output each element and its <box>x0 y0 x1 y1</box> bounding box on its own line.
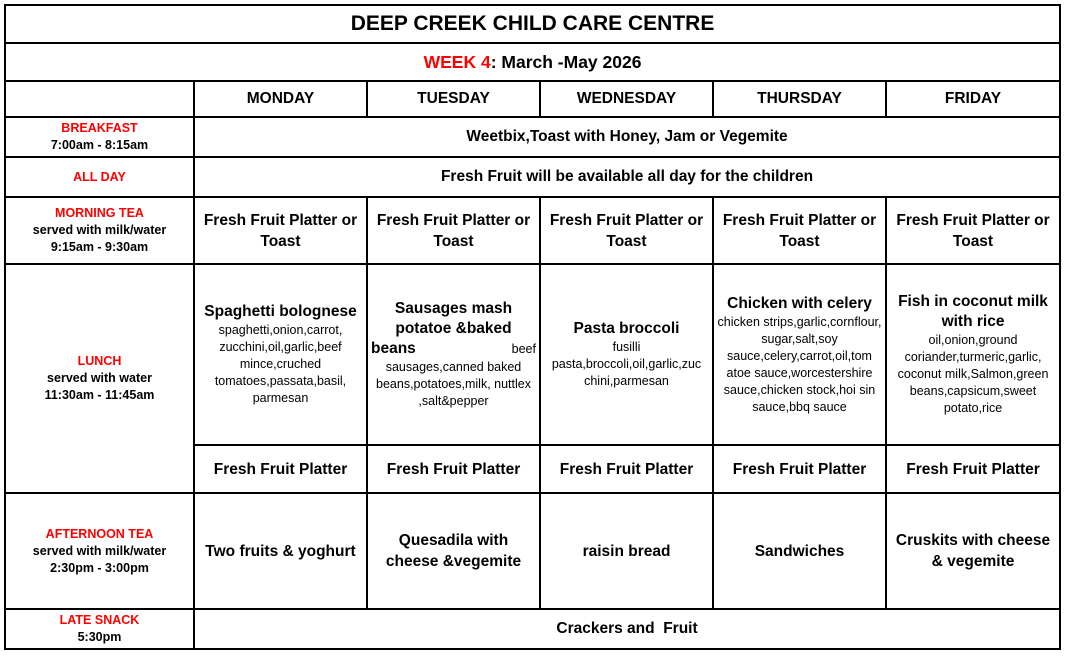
meal-name: BREAKFAST <box>61 121 138 135</box>
week-period: : March -May 2026 <box>490 51 642 72</box>
day-header-wednesday: WEDNESDAY <box>540 81 713 117</box>
lunch-tuesday <box>367 264 540 445</box>
meal-time: 5:30pm <box>77 630 122 644</box>
lunch-fruit-friday: Fresh Fruit Platter <box>886 445 1060 493</box>
lunch-fruit-tuesday: Fresh Fruit Platter <box>367 445 540 493</box>
week-label: WEEK 4 <box>423 51 491 72</box>
dish-name: Chicken with celery <box>727 294 872 312</box>
meal-time: 7:00am - 8:15am <box>50 138 149 152</box>
afternoon-tea-tuesday: Quesadila with cheese &vegemite <box>367 493 540 609</box>
meal-time: 11:30am - 11:45am <box>44 388 155 402</box>
day-header-tuesday: TUESDAY <box>367 81 540 117</box>
menu-table <box>4 4 1061 650</box>
all-day-menu: Fresh Fruit will be available all day for the children <box>194 157 1060 197</box>
afternoon-tea-wednesday: raisin bread <box>540 493 713 609</box>
day-header-monday: MONDAY <box>194 81 367 117</box>
meal-name: LATE SNACK <box>59 613 140 627</box>
lunch-wednesday <box>540 264 713 445</box>
afternoon-tea-thursday: Sandwiches <box>713 493 886 609</box>
meal-name: AFTERNOON TEA <box>45 526 154 541</box>
meal-served: served with water <box>47 371 152 385</box>
late-snack-menu: Crackers and Fruit <box>194 609 1060 649</box>
morning-tea-tuesday: Fresh Fruit Platter or Toast <box>367 197 540 264</box>
dish-name-tail: beef beans <box>371 340 536 357</box>
dish-ingredients: fusilli pasta,broccoli,oil,garlic,zuc chini,parmesan <box>551 340 702 388</box>
lunch-fruit-monday: Fresh Fruit Platter <box>194 445 367 493</box>
day-header-friday: FRIDAY <box>886 81 1060 117</box>
lunch-label <box>5 264 194 493</box>
lunch-thursday <box>713 264 886 445</box>
week-header <box>5 43 1060 81</box>
lunch-friday <box>886 264 1060 445</box>
morning-tea-wednesday: Fresh Fruit Platter or Toast <box>540 197 713 264</box>
lunch-fruit-wednesday: Fresh Fruit Platter <box>540 445 713 493</box>
all-day-label <box>5 157 194 197</box>
meal-name: LUNCH <box>77 354 122 368</box>
dish-name: Spaghetti bolognese <box>204 303 357 320</box>
dish-ingredients: sausages,canned baked beans,potatoes,milk, nuttlex ,salt&pepper <box>376 360 531 408</box>
dish-ingredients: oil,onion,ground coriander,turmeric,garlic, coconut milk,Salmon,green beans,capsicum,sweet potato,rice <box>897 333 1049 415</box>
dish-name: Fish in coconut milk with rice <box>898 293 1048 330</box>
lunch-monday <box>194 264 367 445</box>
meal-time: 9:15am - 9:30am <box>50 240 149 254</box>
meal-served: served with milk/water <box>32 543 167 558</box>
page-title: DEEP CREEK CHILD CARE CENTRE <box>5 5 1060 43</box>
morning-tea-friday: Fresh Fruit Platter or Toast <box>886 197 1060 264</box>
morning-tea-monday: Fresh Fruit Platter or Toast <box>194 197 367 264</box>
day-header-thursday: THURSDAY <box>713 81 886 117</box>
meal-time: 2:30pm - 3:00pm <box>50 560 149 575</box>
morning-tea-thursday: Fresh Fruit Platter or Toast <box>713 197 886 264</box>
dish-ingredients: chicken strips,garlic,cornflour, sugar,salt,soy sauce,celery,carrot,oil,tom atoe sauce,worcestershire sauce,chicken stock,hoi sin sauce,bbq sauce <box>717 314 882 414</box>
morning-tea-label <box>5 197 194 264</box>
meal-name: MORNING TEA <box>55 206 144 220</box>
late-snack-label <box>5 609 194 649</box>
dish-ingredients: spaghetti,onion,carrot, zucchini,oil,garlic,beef mince,cruched tomatoes,passata,basil, parmesan <box>214 323 347 405</box>
ingredients-lead: beef <box>511 342 536 356</box>
meal-name: ALL DAY <box>73 169 126 184</box>
afternoon-tea-friday: Cruskits with cheese & vegemite <box>886 493 1060 609</box>
dish-name: Pasta broccoli <box>573 320 680 337</box>
corner-cell <box>5 81 194 117</box>
meal-served: served with milk/water <box>32 223 167 237</box>
breakfast-menu: Weetbix,Toast with Honey, Jam or Vegemite <box>194 117 1060 157</box>
afternoon-tea-label <box>5 493 194 609</box>
dish-name: Sausages mash potatoe &baked <box>394 300 513 337</box>
lunch-fruit-thursday: Fresh Fruit Platter <box>713 445 886 493</box>
afternoon-tea-monday: Two fruits & yoghurt <box>194 493 367 609</box>
breakfast-label <box>5 117 194 157</box>
